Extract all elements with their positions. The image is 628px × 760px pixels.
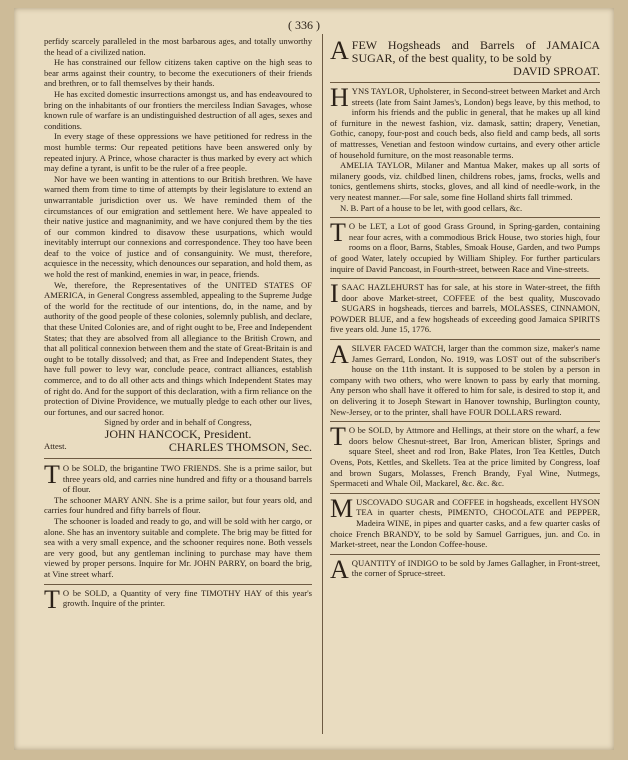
right-column — [330, 36, 600, 583]
declaration-paragraph: perfidy scarcely paralleled in the most barbarous ages, and totally unworthy the head of a civilized nation. — [44, 36, 312, 57]
ad-text: SAAC HAZLEHURST has for sale, at his store in Water-street, the fifth door above Market-street, COFFEE of the best quality, Muscovado SUGARS in hogsheads, tierces and barrels, MOLASSES, CINNAMON, POWDER BLUE, and a few hogsheads of exceeding good Jamaica SPIRITS five years old. — [330, 282, 600, 335]
ad-indigo — [330, 555, 600, 583]
ad-text: QUANTITY of INDIGO to be sold by James Gallagher, in Front-street, the corner of Spruce-street. — [351, 557, 600, 579]
left-column — [44, 36, 312, 613]
attest-label: Attest. — [44, 440, 67, 451]
ad-text: The schooner is loaded and ready to go, and will be sold with her cargo, or alone. She has an inventory suitable and complete. The brig may be fitted for sea with a very small expence, and the schooner requires none. Both vessels are very good, but any gentleman inclining to purchase may have them viewed by proper persons. Inquire for Mr. JOHN PARRY, on board the brig, at Vine street wharf. — [44, 515, 312, 579]
ad-text: N. B. Part of a house to be let, with good cellars, &c. — [340, 202, 523, 213]
ad-taylor-upholsterer — [330, 83, 600, 218]
drop-cap: M — [330, 493, 354, 523]
secretary-name: CHARLES THOMSON, Sec. — [168, 439, 312, 454]
drop-cap: A — [330, 36, 349, 65]
drop-cap: A — [330, 554, 349, 584]
ad-text: AMELIA TAYLOR, Milaner and Mantua Maker, makes up all sorts of milanery goods, viz. childbed linen, childrens robes, jams, frocks, wells and tonics, gentlemens shirts, stocks, gloves, and all kind of needle-work, in the very neatest manner.—For sale, some fine Holland shirts fall trimmed. — [330, 160, 600, 202]
ad-silver-watch — [330, 340, 600, 422]
ad-text: O be SOLD, by Attmore and Hellings, at their store on the wharf, a few doors below Chesnut-street, Bar Iron, American blister, Springs and square Steel, sheet and rod Iron, Bake Plates, Iron Tea Kettles, Dutch Ovens, Pots, Kettles, and Skellets. Tea at the price limited by Congress, loaf and brown Sugars, Molasses, French Brandy, Fyal Wine, Nutmegs, Spermaceti and Whale Oil, Mackarel, &c. &c. &c. — [330, 425, 600, 489]
attest-line — [44, 441, 312, 454]
ad-date: June 15, 1776. — [381, 324, 432, 335]
drop-cap: T — [330, 218, 346, 248]
drop-cap: I — [330, 279, 339, 309]
ad-text: SILVER FACED WATCH, larger than the common size, maker's name James Gerrard, London, No. 1919, was LOST out of the subscriber's house on the 11th instant. It is supposed to be stolen by a person in company with two others, who were known to pass by early that morning. Any person who shall have it offered to him for sale, is desired to stop it, and on delivering it to Joseph Stewart in Hanover township, Burlington county, New-Jersey, or to the printer, shall have FOUR DOLLARS reward. — [330, 343, 600, 417]
signed-line: Signed by order and in behalf of Congress, — [104, 417, 252, 428]
declaration-paragraph: We, therefore, the Representatives of the UNITED STATES OF AMERICA, in General Congress assembled, appealing to the Supreme Judge of the world for the rectitude of our intentions, do, in the name, and by authority of the good people of these colonies, solemnly publish, and declare, that these United Colonies are, and of right ought to be, Free and Independent States; that they are absolved from all allegiance to the British Crown, and that all political connexion between them and the state of Great-Britain is and ought to be totally dissolved; and that, as Free and Independent States, they have full power to levy war, conclude peace, contract alliances, establish commerce, and to do all other acts and things which Independent States may of right do. And for the support of this declaration, with a firm reliance on the protection of Divine Providence, we mutually pledge to each other our lives, our fortunes, and our sacred honor. — [44, 279, 312, 417]
ad-jamaica-sugar — [330, 36, 600, 83]
ad-text: USCOVADO SUGAR and COFFEE in hogsheads, excellent HYSON TEA in quarter chests, PIMENTO, CHOCOLATE and PEPPER, Madeira WINE, in pipes and quarter casks, and a few quarter casks of choice French BRANDY, to be sold by Samuel Garrigues, jun. and Co. in Market-street, near the London Coffee-house. — [330, 496, 600, 550]
signer-name: JOHN HANCOCK, President. — [104, 426, 252, 441]
page-number: ( 336 ) — [288, 18, 320, 32]
ad-garrigues — [330, 494, 600, 555]
ad-text: YNS TAYLOR, Upholsterer, in Second-street between Market and Arch streets (late from Saint James's, London) begs leave, by this method, to inform his friends and the public in general, that he makes up all kind of furniture in the newest fashion, viz. damask, sattin; drapery, Venetian, Gothic, canopy, four-post and couch beds, also field and camp beds, all sorts of mattresses, Venetian and festoon window curtains, and every other article of household furniture, on the most reasonable terms. — [330, 86, 600, 160]
ad-text: FEW Hogsheads and Barrels of JAMAICA SUGAR, of the best quality, to be sold by — [351, 38, 600, 65]
drop-cap: T — [44, 584, 60, 614]
ad-brigantine — [44, 458, 312, 585]
drop-cap: A — [330, 340, 349, 370]
ad-text: O be LET, a Lot of good Grass Ground, in Spring-garden, containing near four acres, with a commodious Brick House, two stories high, four rooms on a floor, Barns, Stables, Smoak House, Garden, and two Pumps of good Water, lately occupied by William Shipley. For further particulars inquire of David Pancoast, in Fourth-street, between Race and Vine-streets. — [330, 221, 600, 274]
newspaper-page — [14, 8, 614, 750]
ad-text: O be SOLD, a Quantity of very fine TIMOTHY HAY of this year's growth. Inquire of the printer. — [62, 587, 312, 609]
declaration-paragraph: He has excited domestic insurrections amongst us, and has endeavoured to bring on the inhabitants of our frontiers the merciless Indian Savages, whose known rule of warfare is an undistinguished destruction of all ages, sexes and conditions. — [44, 88, 312, 131]
drop-cap: T — [44, 459, 60, 489]
declaration-paragraph: Nor have we been wanting in attentions to our British brethren. We have warned them from time to time of attempts by their legislature to extend an unwarrantable jurisdiction over us. We have reminded them of the circumstances of our emigration and settlement here. We have appealed to their native justice and magnanimity, and we have conjured them by the ties of our common kindred to disavow these usurpations, which would inevitably interrupt our connexions and correspondence. They too have been deaf to the voice of justice and of consanguinity. We must, therefore, acquiesce in the necessity, which denounces our separation, and hold them, as we hold the rest of mankind, enemies in war, in peace, friends. — [44, 173, 312, 280]
ad-attmore-hellings — [330, 422, 600, 494]
ad-hazlehurst — [330, 279, 600, 340]
ad-timothy-hay — [44, 585, 312, 613]
declaration-paragraph: He has constrained our fellow citizens taken captive on the high seas to bear arms against their country, to become the executioners of their friends and brethren, or to fall themselves by their hands. — [44, 57, 312, 89]
declaration-paragraph: In every stage of these oppressions we have petitioned for redress in the most humble terms: Our repeated petitions have been answered only by repeated injury. A Prince, whose character is thus marked by every act which may define a tyrant, is unfit to be the ruler of a free people. — [44, 131, 312, 174]
drop-cap: H — [330, 83, 349, 112]
ad-text: The schooner MARY ANN. She is a prime sailor, but four years old, and carries four hundred and fifty barrels of flour. — [44, 494, 312, 516]
ad-grass-ground — [330, 218, 600, 279]
ad-text: O be SOLD, the brigantine TWO FRIENDS. She is a prime sailor, but three years old, and carries nine hundred and fifty or a thousand barrels of flour. — [62, 462, 312, 495]
drop-cap: T — [330, 422, 346, 452]
ad-seller: DAVID SPROAT. — [513, 64, 600, 78]
column-divider — [322, 34, 323, 734]
